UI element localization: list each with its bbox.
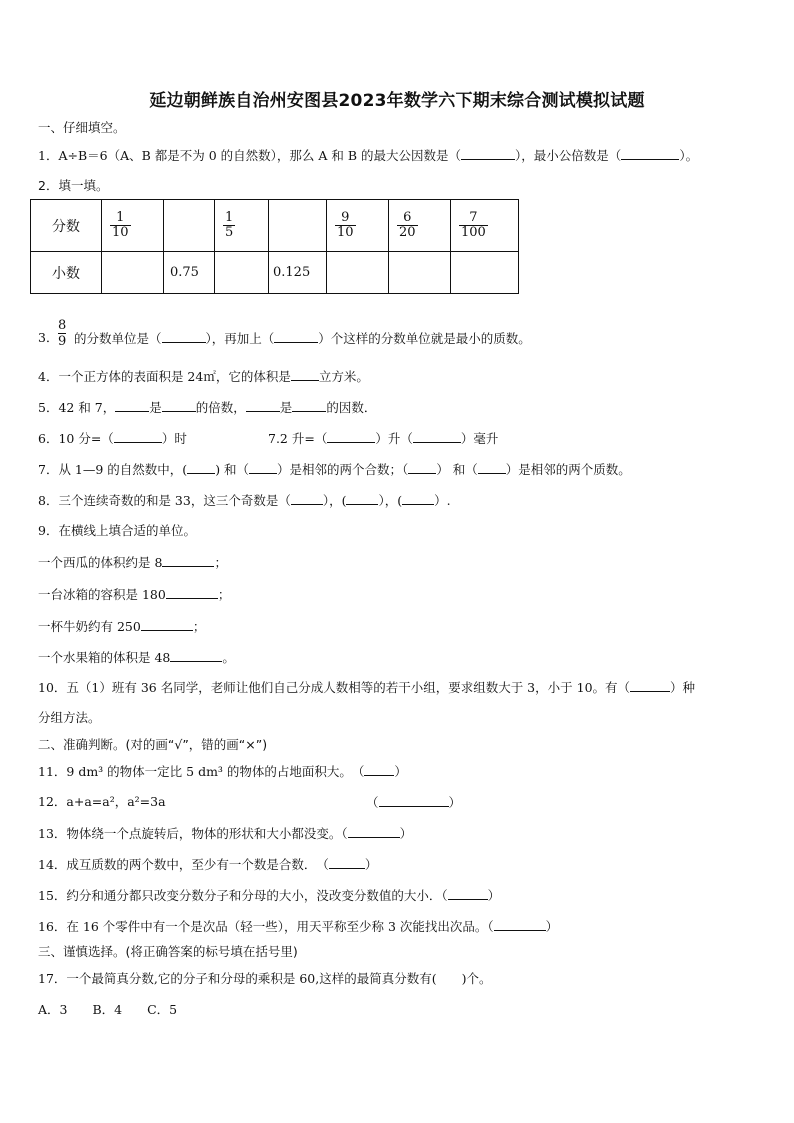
- table-cell[interactable]: [102, 200, 164, 252]
- table-cell: 0.125: [269, 252, 327, 294]
- fraction-row: [31, 200, 519, 252]
- table-cell[interactable]: [451, 200, 519, 252]
- question-9-item-2: 一台冰箱的容积是 180 ；: [38, 587, 231, 602]
- fraction: $\frac{9}{10}$: [337, 210, 354, 240]
- question-6-part-2: 7.2 升=（ ）升（ ）毫升: [268, 431, 499, 446]
- answer-blank[interactable]: [162, 553, 214, 567]
- question-5: 5．42 和 7， 是 的倍数， 是 的因数．: [38, 400, 377, 415]
- answer-blank[interactable]: [291, 491, 323, 505]
- question-8: 8．三个连续奇数的和是 33，这三个奇数是（ ），( ），( ）.: [38, 493, 451, 508]
- question-12: 12．a+a=a²，a²=3a: [38, 794, 166, 809]
- fraction: $\frac{1}{10}$: [112, 210, 129, 240]
- table-cell[interactable]: [389, 252, 451, 294]
- decimal-row: [31, 252, 519, 294]
- section-3-heading: 三、谨慎选择。(将正确答案的标号填在括号里): [38, 944, 298, 959]
- answer-blank[interactable]: [478, 460, 506, 474]
- question-1: 1．A÷B＝6（A、B 都是不为 0 的自然数），那么 A 和 B 的最大公因数是（ ），最小公倍数是（ ）。: [38, 148, 699, 163]
- answer-blank[interactable]: [274, 329, 318, 343]
- answer-blank[interactable]: [408, 460, 436, 474]
- question-14: 14．成互质数的两个数中，至少有一个数是合数． （ ）: [38, 857, 378, 872]
- table-cell[interactable]: [389, 200, 451, 252]
- answer-blank[interactable]: [249, 460, 277, 474]
- table-cell[interactable]: [451, 252, 519, 294]
- answer-blank[interactable]: [327, 429, 375, 443]
- answer-blank[interactable]: [630, 678, 670, 692]
- answer-blank[interactable]: [494, 917, 546, 931]
- question-11: 11．9 dm³ 的物体一定比 5 dm³ 的物体的占地面积大。 （ ）: [38, 764, 407, 779]
- question-3-text: 的分数单位是（ ），再加上（ ）个这样的分数单位就是最小的质数。: [74, 331, 531, 346]
- answer-blank[interactable]: [166, 585, 218, 599]
- answer-blank[interactable]: [448, 886, 488, 900]
- table-cell[interactable]: [327, 200, 389, 252]
- table-cell[interactable]: [327, 252, 389, 294]
- fraction: $\frac{6}{20}$: [399, 210, 416, 240]
- question-2: 2．填一填。: [38, 178, 109, 193]
- question-12-answer: （ ）: [366, 795, 462, 810]
- question-7: 7．从 1—9 的自然数中，( ) 和（ ）是相邻的两个合数；（ ） 和（ ）是相邻的两个质数。: [38, 462, 631, 477]
- answer-blank[interactable]: [346, 491, 378, 505]
- answer-blank[interactable]: [364, 762, 394, 776]
- answer-blank[interactable]: [379, 793, 449, 807]
- question-17-options: A．3 B．4 C．5: [38, 1002, 178, 1017]
- question-13: 13．物体绕一个点旋转后，物体的形状和大小都没变。（ ）: [38, 826, 413, 841]
- answer-blank[interactable]: [114, 429, 162, 443]
- question-15: 15．约分和通分都只改变分数分子和分母的大小，没改变分数值的大小．（ ）: [38, 888, 501, 903]
- answer-blank[interactable]: [291, 367, 319, 381]
- answer-blank[interactable]: [170, 648, 222, 662]
- question-4: 4．一个正方体的表面积是 24㎡，它的体积是 立方米。: [38, 369, 369, 384]
- question-16: 16．在 16 个零件中有一个是次品（轻一些），用天平称至少称 3 次能找出次品。（ ）: [38, 919, 559, 934]
- answer-blank[interactable]: [187, 460, 215, 474]
- question-9-item-1: 一个西瓜的体积约是 8 ；: [38, 555, 227, 570]
- row-header-fraction: 分数: [31, 200, 102, 252]
- page-title: 延边朝鲜族自治州安图县2023年数学六下期末综合测试模拟试题: [149, 91, 645, 111]
- question-10-cont: 分组方法。: [38, 710, 101, 725]
- section-2-heading: 二、准确判断。(对的画“√”，错的画“×”): [38, 737, 268, 752]
- answer-blank[interactable]: [329, 855, 365, 869]
- question-9-item-3: 一杯牛奶约有 250 ；: [38, 619, 206, 634]
- answer-blank[interactable]: [162, 329, 206, 343]
- fraction: $\frac{7}{100}$: [461, 210, 486, 240]
- question-3-fraction: 8 9: [58, 318, 67, 349]
- table-cell: 0.75: [164, 252, 215, 294]
- answer-blank[interactable]: [246, 398, 280, 412]
- answer-blank[interactable]: [115, 398, 149, 412]
- question-9: 9．在横线上填合适的单位。: [38, 523, 196, 538]
- answer-blank[interactable]: [413, 429, 461, 443]
- answer-blank[interactable]: [402, 491, 434, 505]
- table-cell[interactable]: [215, 252, 269, 294]
- row-header-decimal: 小数: [31, 252, 102, 294]
- table-cell[interactable]: [164, 200, 215, 252]
- answer-blank[interactable]: [292, 398, 326, 412]
- question-9-item-4: 一个水果箱的体积是 48 。: [38, 650, 235, 665]
- table-cell[interactable]: [269, 200, 327, 252]
- answer-blank[interactable]: [348, 824, 400, 838]
- question-6: 6．10 分=（ ）时: [38, 431, 187, 446]
- fraction-decimal-table: [30, 199, 519, 294]
- table-cell[interactable]: [102, 252, 164, 294]
- section-1-heading: 一、仔细填空。: [38, 120, 126, 135]
- question-3: 3．: [38, 330, 59, 345]
- answer-blank[interactable]: [461, 146, 515, 160]
- answer-blank[interactable]: [621, 146, 679, 160]
- fraction: $\frac{1}{5}$: [225, 210, 234, 240]
- question-10: 10．五（1）班有 36 名同学，老师让他们自己分成人数相等的若干小组，要求组数大于 3，小于 10。有（ ）种: [38, 680, 696, 695]
- table-cell[interactable]: [215, 200, 269, 252]
- answer-blank[interactable]: [141, 617, 193, 631]
- question-17: 17．一个最简真分数,它的分子和分母的乘积是 60,这样的最简真分数有( )个。: [38, 971, 492, 986]
- answer-blank[interactable]: [162, 398, 196, 412]
